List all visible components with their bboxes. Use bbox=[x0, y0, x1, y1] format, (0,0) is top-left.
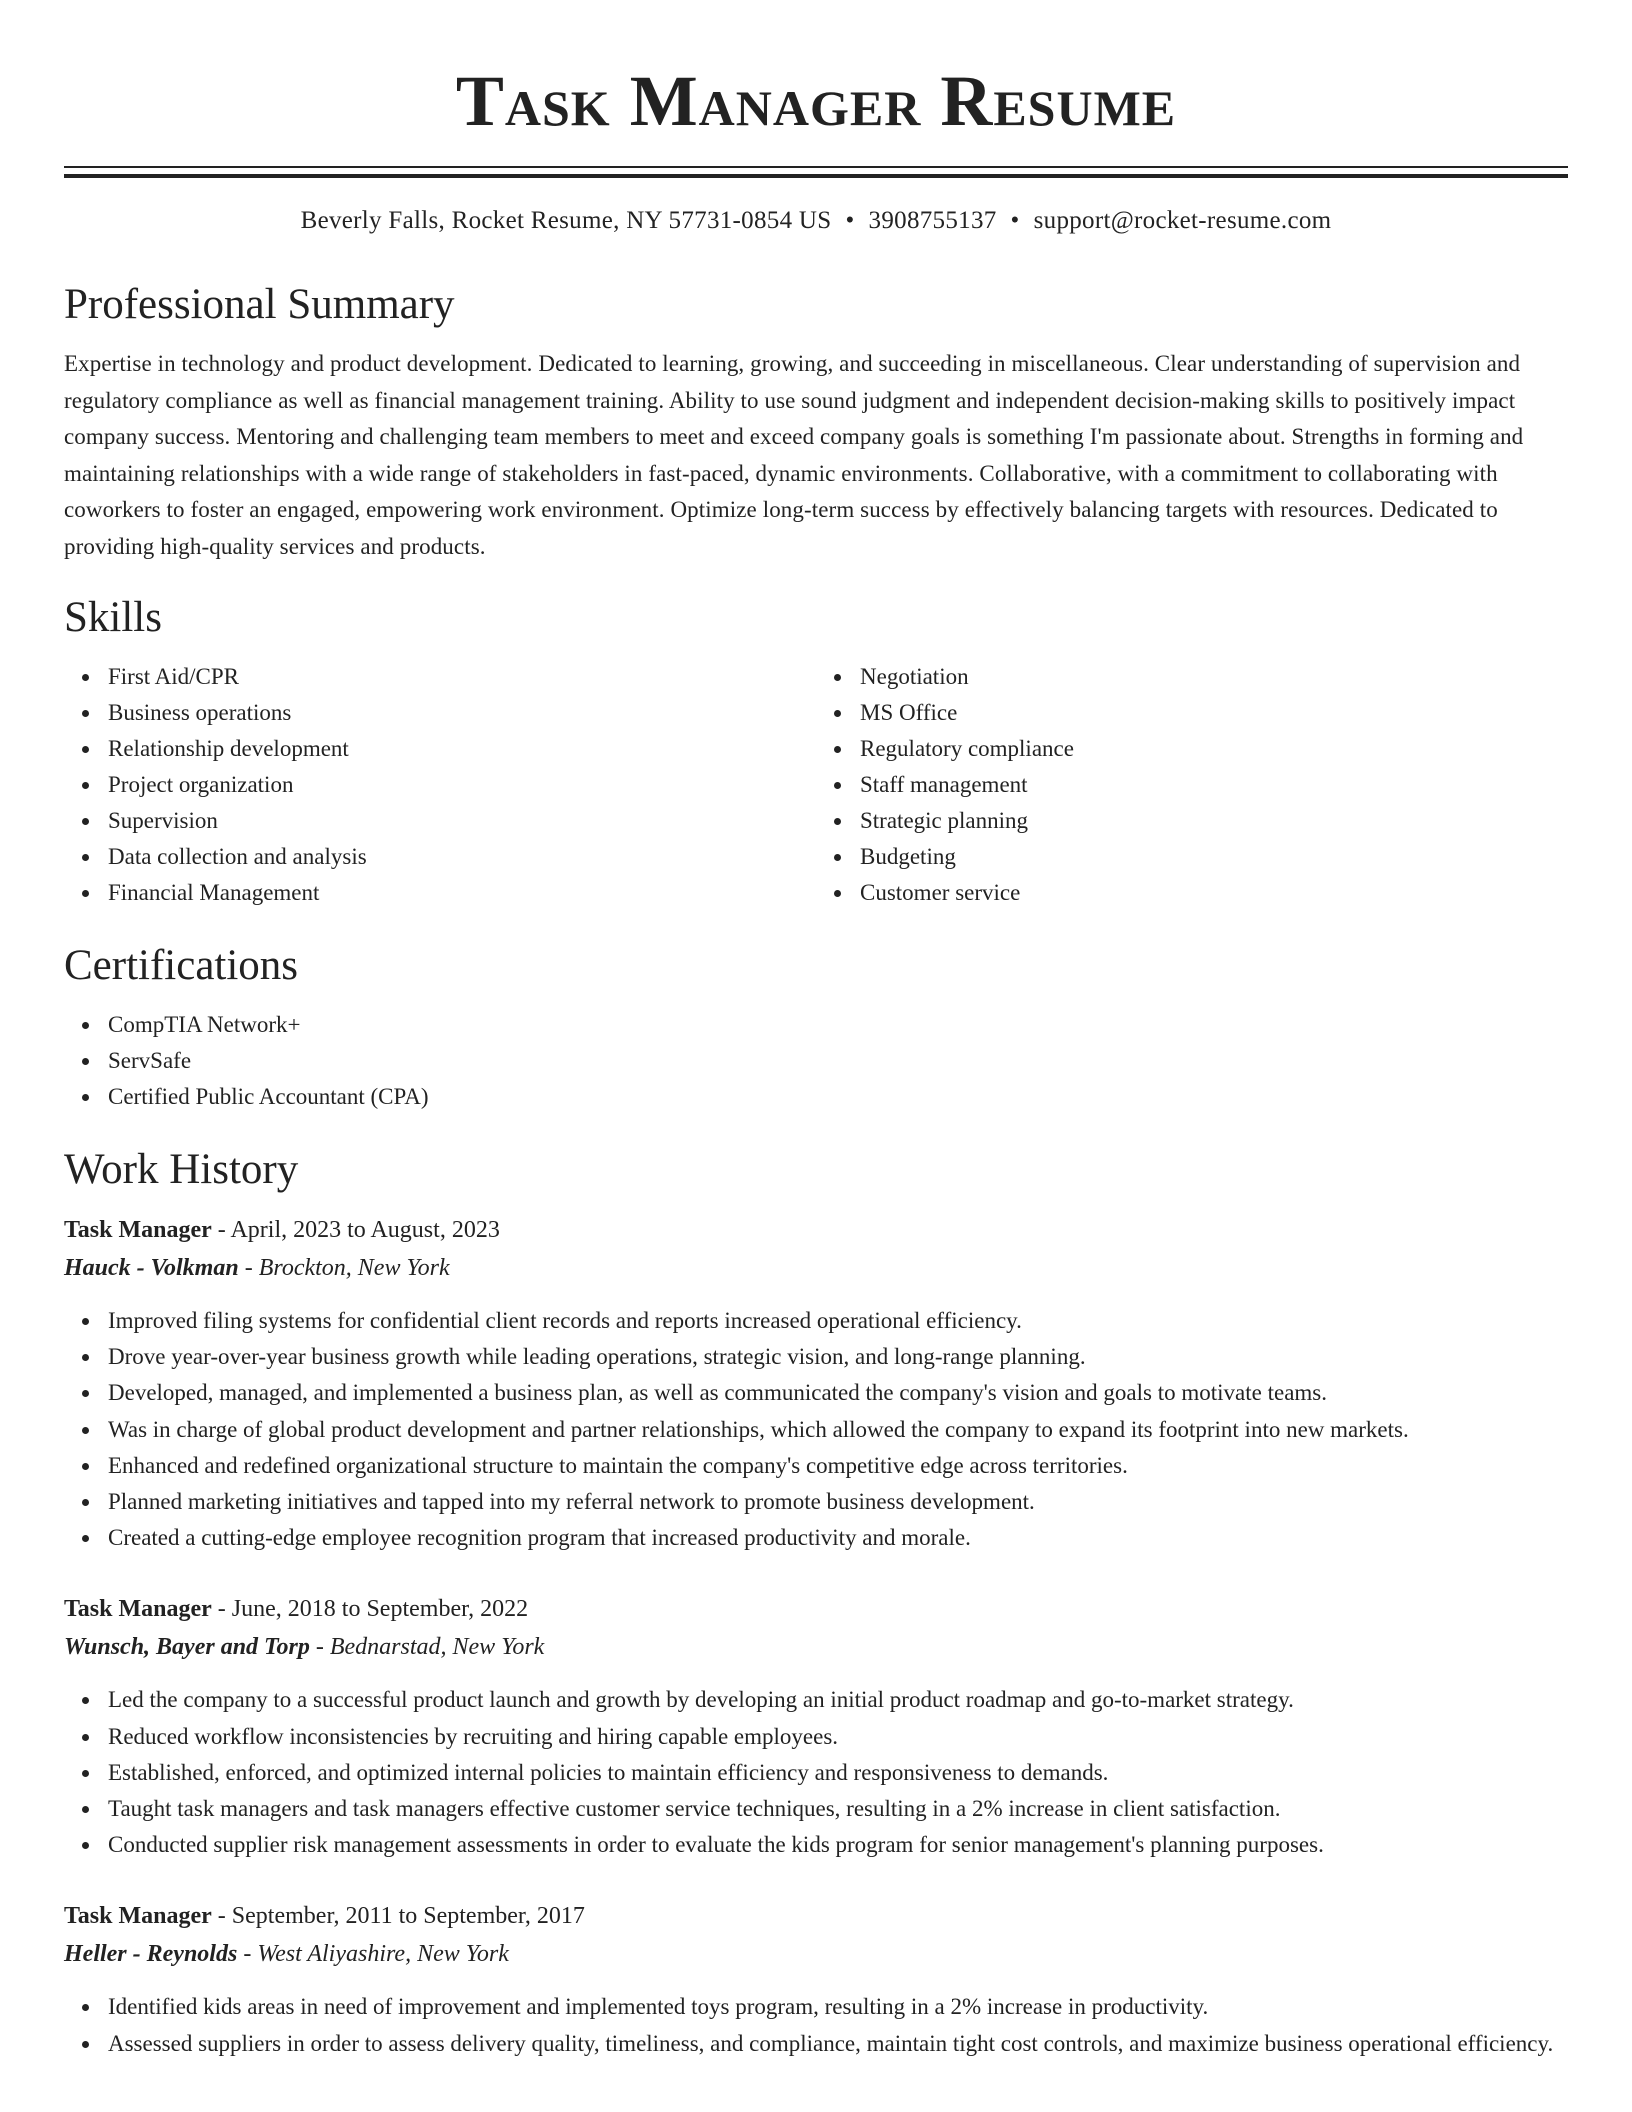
job-bullet: Developed, managed, and implemented a business plan, as well as communicated the company's vision and goals to motivate teams. bbox=[108, 1375, 1568, 1411]
job-bullet: Assessed suppliers in order to assess delivery quality, timeliness, and compliance, maintain tight cost controls, and maximize business operational efficiency. bbox=[108, 2026, 1568, 2062]
skill-item: Staff management bbox=[860, 767, 1568, 803]
job-dates: April, 2023 to August, 2023 bbox=[230, 1217, 500, 1243]
resume-page bbox=[64, 0, 1568, 2062]
job-bullet: Established, enforced, and optimized internal policies to maintain efficiency and responsiveness to demands. bbox=[108, 1755, 1568, 1791]
certification-item: Certified Public Accountant (CPA) bbox=[108, 1079, 1568, 1115]
job-company-line bbox=[64, 1628, 1568, 1666]
contact-email: support@rocket-resume.com bbox=[1033, 207, 1332, 234]
job-bullet: Planned marketing initiatives and tapped into my referral network to promote business development. bbox=[108, 1484, 1568, 1520]
work-history-section bbox=[64, 1145, 1568, 2062]
certifications-heading: Certifications bbox=[64, 942, 299, 989]
job-bullets bbox=[64, 1303, 1568, 1556]
job-header bbox=[64, 1897, 1568, 1935]
summary-text: Expertise in technology and product development. Dedicated to learning, growing, and succeeding in miscellaneous. Clear understanding of supervision and regulatory compliance as well as financial management training. Ability to use sound judgment and independent decision-making skills to positively impact company success. Mentoring and challenging team members to meet and exceed company goals is something I'm passionate about. Strengths in forming and maintaining relationships with a wide range of stakeholders in fast-paced, dynamic environments. Collaborative, with a commitment to collaborating with coworkers to foster an engaged, empowering work environment. Optimize long-term success by effectively balancing targets with resources. Dedicated to providing high-quality services and products. bbox=[64, 351, 1524, 559]
job-title: Task Manager bbox=[64, 1596, 212, 1623]
skill-item: Data collection and analysis bbox=[108, 839, 816, 875]
skill-item: Regulatory compliance bbox=[860, 731, 1568, 767]
skills-list-left bbox=[64, 659, 816, 911]
work-history-heading: Work History bbox=[64, 1146, 299, 1193]
job-entry bbox=[64, 1590, 1568, 1863]
certification-item: CompTIA Network+ bbox=[108, 1007, 1568, 1043]
job-dash: - bbox=[211, 1217, 231, 1243]
skill-item: Business operations bbox=[108, 695, 816, 731]
job-entry bbox=[64, 1211, 1568, 1556]
skill-item: Negotiation bbox=[860, 659, 1568, 695]
contact-line bbox=[64, 204, 1568, 238]
job-bullet: Was in charge of global product development and partner relationships, which allowed the company to expand its footprint into new markets. bbox=[108, 1412, 1568, 1448]
job-dash: - bbox=[309, 1634, 330, 1661]
job-bullet: Led the company to a successful product launch and growth by developing an initial product roadmap and go-to-market strategy. bbox=[108, 1682, 1568, 1718]
skill-item: Budgeting bbox=[860, 839, 1568, 875]
job-company-line bbox=[64, 1935, 1568, 1973]
skill-item: Financial Management bbox=[108, 875, 816, 911]
job-dates: June, 2018 to September, 2022 bbox=[231, 1596, 529, 1623]
job-entry bbox=[64, 1897, 1568, 2061]
job-dates: September, 2011 to September, 2017 bbox=[231, 1903, 585, 1930]
skill-item: Relationship development bbox=[108, 731, 816, 767]
job-location: West Aliyashire, New York bbox=[257, 1941, 509, 1968]
certifications-list bbox=[64, 1007, 1568, 1115]
job-bullet: Identified kids areas in need of improvement and implemented toys program, resulting in a 2% increase in productivity. bbox=[108, 1989, 1568, 2025]
summary-section bbox=[64, 280, 1568, 565]
job-bullets bbox=[64, 1989, 1568, 2061]
summary-heading: Professional Summary bbox=[64, 281, 455, 328]
contact-separator: • bbox=[1010, 207, 1020, 234]
skill-item: Supervision bbox=[108, 803, 816, 839]
job-dash: - bbox=[237, 1941, 258, 1968]
certifications-section bbox=[64, 941, 1568, 1115]
job-company-line bbox=[64, 1249, 1568, 1287]
skill-item: First Aid/CPR bbox=[108, 659, 816, 695]
contact-address: Beverly Falls, Rocket Resume, NY 57731-0854 US bbox=[300, 207, 832, 234]
job-bullet: Taught task managers and task managers effective customer service techniques, resulting in a 2% increase in client satisfaction. bbox=[108, 1791, 1568, 1827]
skill-item: Project organization bbox=[108, 767, 816, 803]
skills-list-right bbox=[816, 659, 1568, 911]
job-header bbox=[64, 1211, 1568, 1249]
job-title: Task Manager bbox=[64, 1217, 212, 1243]
job-bullet: Created a cutting-edge employee recognition program that increased productivity and morale. bbox=[108, 1520, 1568, 1556]
job-dash: - bbox=[238, 1255, 259, 1281]
certification-item: ServSafe bbox=[108, 1043, 1568, 1079]
contact-separator: • bbox=[845, 207, 855, 234]
resume-title: Task Manager Resume bbox=[455, 61, 1177, 141]
skill-item: MS Office bbox=[860, 695, 1568, 731]
title-rule-thin bbox=[64, 166, 1568, 168]
title-rule-thick bbox=[64, 174, 1568, 178]
job-bullet: Improved filing systems for confidential client records and reports increased operational efficiency. bbox=[108, 1303, 1568, 1339]
job-bullet: Enhanced and redefined organizational structure to maintain the company's competitive edge across territories. bbox=[108, 1448, 1568, 1484]
job-location: Bednarstad, New York bbox=[329, 1634, 545, 1661]
job-dash: - bbox=[211, 1903, 232, 1930]
job-bullets bbox=[64, 1682, 1568, 1863]
job-header bbox=[64, 1590, 1568, 1628]
skills-columns bbox=[64, 659, 1568, 911]
job-dash: - bbox=[211, 1596, 232, 1623]
job-bullet: Drove year-over-year business growth while leading operations, strategic vision, and long-range planning. bbox=[108, 1339, 1568, 1375]
contact-phone: 3908755137 bbox=[868, 207, 997, 234]
skills-heading: Skills bbox=[64, 594, 162, 641]
job-company: Heller - Reynolds bbox=[64, 1941, 238, 1968]
job-company: Hauck - Volkman bbox=[64, 1255, 239, 1281]
skill-item: Strategic planning bbox=[860, 803, 1568, 839]
job-bullet: Conducted supplier risk management assessments in order to evaluate the kids program for senior management's planning purposes. bbox=[108, 1827, 1568, 1863]
job-location: Brockton, New York bbox=[258, 1255, 450, 1281]
job-bullet: Reduced workflow inconsistencies by recruiting and hiring capable employees. bbox=[108, 1719, 1568, 1755]
job-company: Wunsch, Bayer and Torp bbox=[64, 1634, 310, 1661]
skills-section bbox=[64, 593, 1568, 911]
job-title: Task Manager bbox=[64, 1903, 212, 1930]
skill-item: Customer service bbox=[860, 875, 1568, 911]
